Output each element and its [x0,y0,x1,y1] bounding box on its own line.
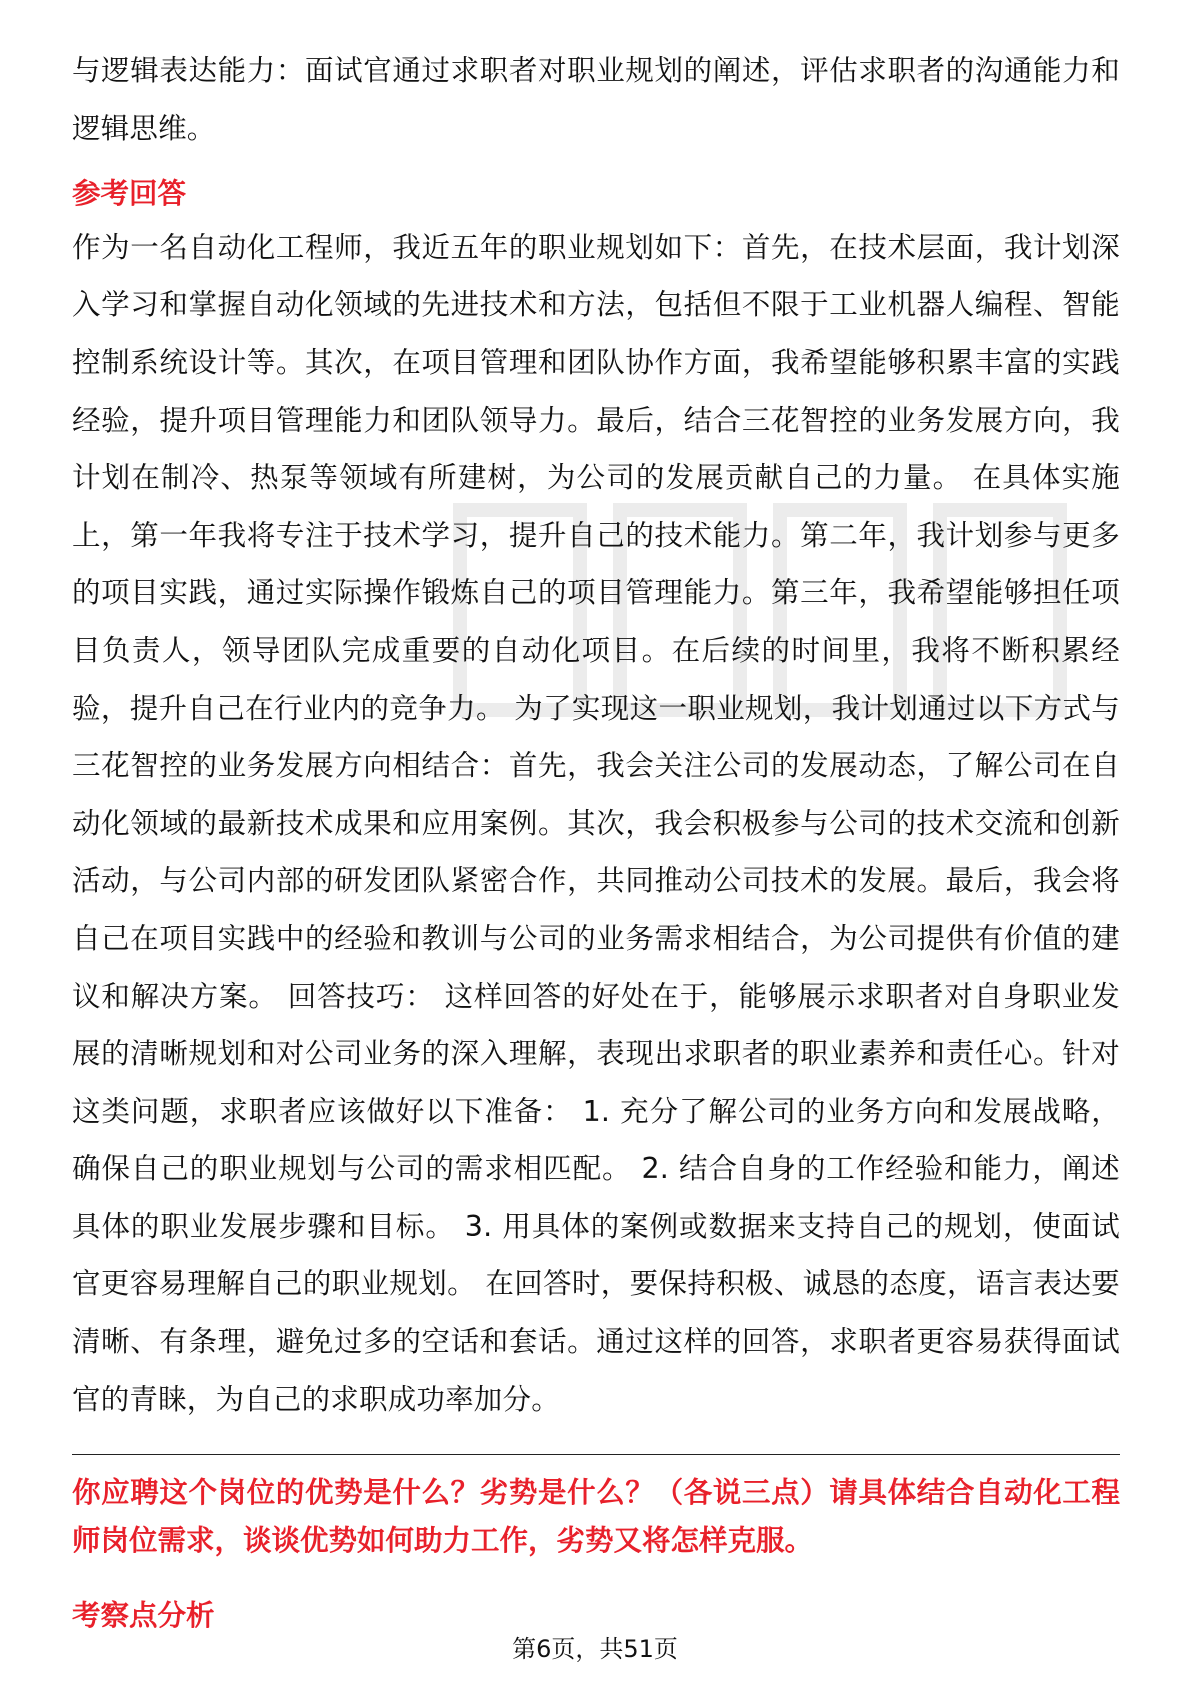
intro-paragraph: 与逻辑表达能力：面试官通过求职者对职业规划的阐述，评估求职者的沟通能力和逻辑思维。 [72,54,1120,145]
analysis-heading: 考察点分析 [72,1599,215,1633]
answer-body: 作为一名自动化工程师，我近五年的职业规划如下：首先，在技术层面，我计划深入学习和掌握自动化领域的先进技术和方法，包括但不限于工业机器人编程、智能控制系统设计等。其次，在项目管理和团队协作方面，我希望能够积累丰富的实践经验，提升项目管理能力和团队领导力。最后，结合三花智控的业务发展方向，我计划在制冷、热泵等领域有所建树，为公司的发展贡献自己的力量。 在具体实施上，第一年我将专注于技术学习，提升自己的技术能力。第二年，我计划参与更多的项目实践，通过实际操作锻炼自己的项目管理能力。第三年，我希望能够担任项目负责人，领导团队完成重要的自动化项目。在后续的时间里，我将不断积累经验，提升自己在行业内的竞争力。 为了实现这一职业规划，我计划通过以下方式与三花智控的业务发展方向相结合：首先，我会关注公司的发展动态，了解公司在自动化领域的最新技术成果和应用案例。其次，我会积极参与公司的技术交流和创新活动，与公司内部的研发团队紧密合作，共同推动公司技术的发展。最后，我会将自己在项目实践中的经验和教训与公司的业务需求相结合，为公司提供有价值的建议和解决方案。 回答技巧： 这样回答的好处在于，能够展示求职者对自身职业发展的清晰规划和对公司业务的深入理解，表现出求职者的职业素养和责任心。针对这类问题，求职者应该做好以下准备： 1. 充分了解公司的业务方向和发展战略，确保自己的职业规划与公司的需求相匹配。 2. 结合自身的工作经验和能力，阐述具体的职业发展步骤和目标。 3. 用具体的案例或数据来支持自己的规划，使面试官更容易理解自己的职业规划。 在回答时，要保持积极、诚恳的态度，语言表达要清晰、有条理，避免过多的空话和套话。通过这样的回答，求职者更容易获得面试官的青睐，为自己的求职成功率加分。 [72,230,1120,1416]
page-footer: 第6页，共51页 [512,1635,678,1663]
reference-answer-heading: 参考回答 [72,177,187,211]
section-divider [72,1454,1120,1455]
next-question-heading: 你应聘这个岗位的优势是什么？劣势是什么？（各说三点）请具体结合自动化工程师岗位需求，谈谈优势如何助力工作，劣势又将怎样克服。 [72,1476,1120,1558]
main-content [72,42,1120,1641]
